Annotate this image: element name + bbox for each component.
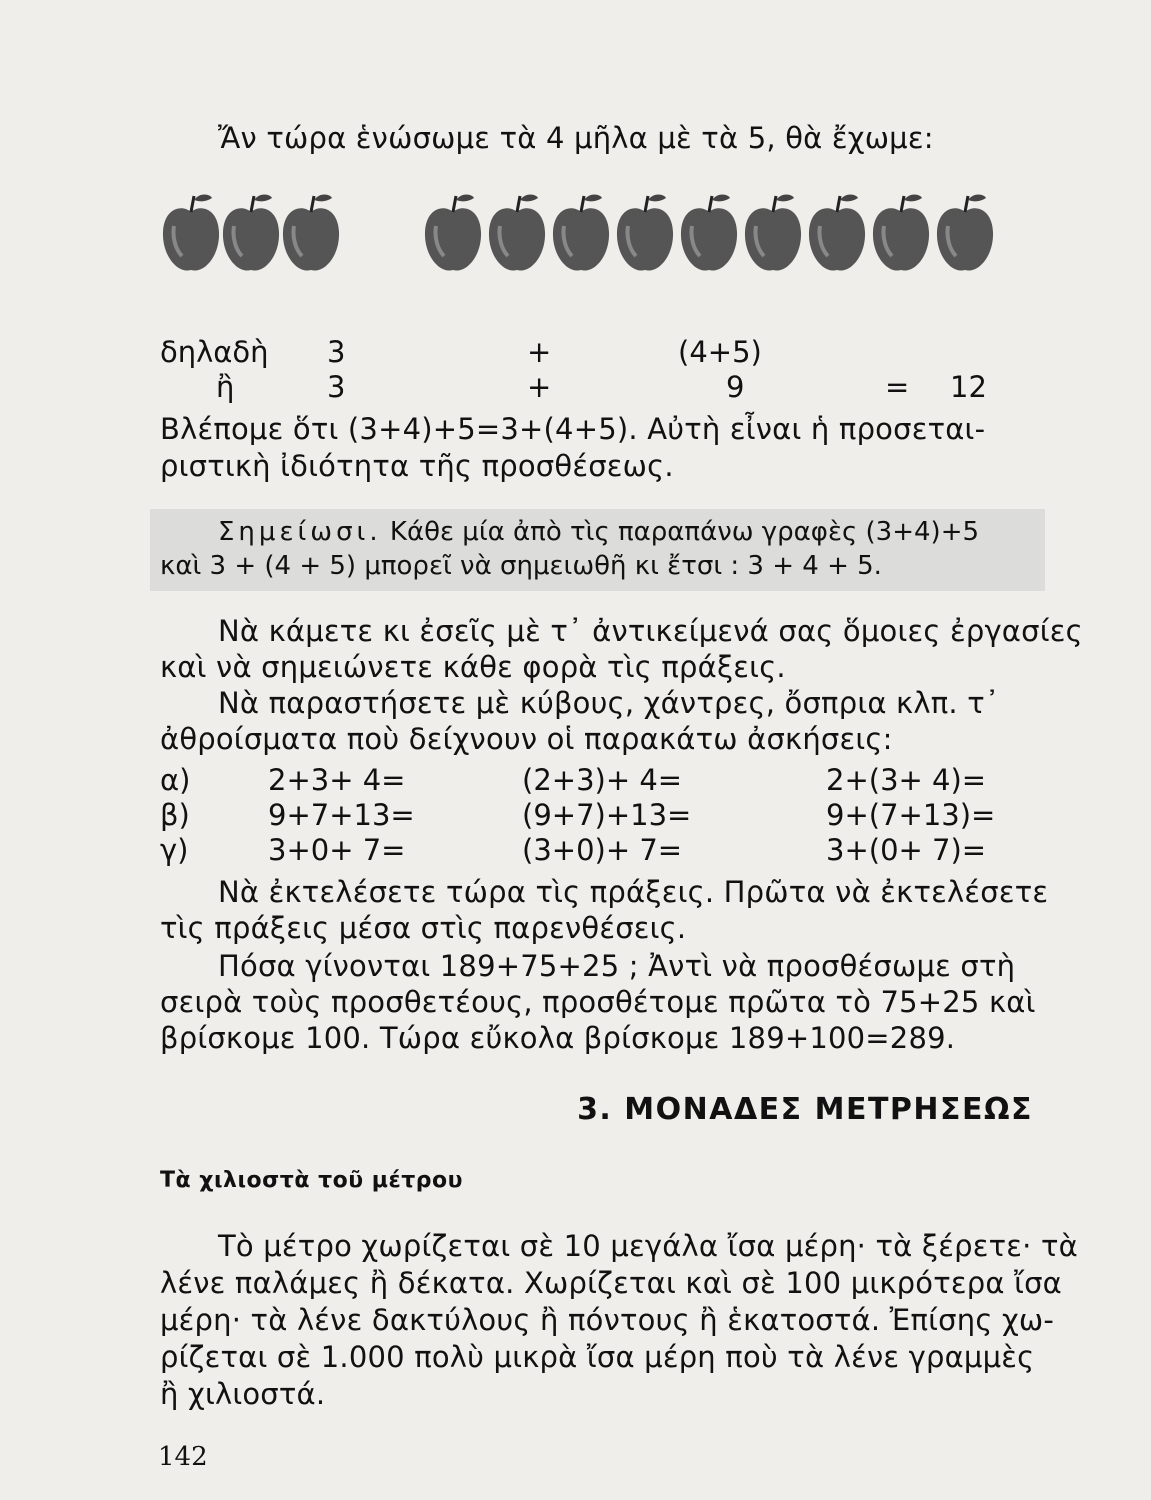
apple-icon xyxy=(678,190,740,276)
apple-icon xyxy=(486,190,548,276)
para4-line-2: σειρὰ τοὺς προσθετέους, προσθέτομε πρῶτα τὸ 75+25 καὶ xyxy=(160,985,1036,1019)
para2-line-2: ἀθροίσματα ποὺ δείχνουν οἱ παρακάτω ἀσκήσεις: xyxy=(160,722,893,756)
apple-icon xyxy=(934,190,996,276)
eq2-op: + xyxy=(527,370,552,404)
apple-icon xyxy=(280,190,342,276)
exercise-col1: 3+0+ 7= xyxy=(268,833,406,867)
apple-illustration xyxy=(160,190,1040,280)
para3-line-2: τὶς πράξεις μέσα στὶς παρενθέσεις. xyxy=(160,911,687,945)
section-heading: 3. ΜΟΝΑΔΕΣ ΜΕΤΡΗΣΕΩΣ xyxy=(577,1092,1033,1127)
eq1-label: δηλαδὴ xyxy=(160,335,269,369)
eq2-b: 9 xyxy=(726,370,745,404)
note-word: Σημείωσι. xyxy=(218,517,382,547)
para3-line-1: Νὰ ἐκτελέσετε τώρα τὶς πράξεις. Πρῶτα νὰ ἐκτελέσετε xyxy=(218,875,1049,909)
para5-line-4: ρίζεται σὲ 1.000 πολὺ μικρὰ ἴσα μέρη ποὺ τὰ λένε γραμμὲς xyxy=(160,1340,1035,1374)
apple-icon xyxy=(220,190,282,276)
eq2-label: ἢ xyxy=(216,370,235,404)
apple-icon xyxy=(160,190,222,276)
apple-icon xyxy=(806,190,868,276)
para1-line-1: Νὰ κάμετε κι ἐσεῖς μὲ τ᾽ ἀντικείμενά σας ὅμοιες ἐργασίες xyxy=(218,614,1083,648)
eq1-op: + xyxy=(527,335,552,369)
assoc-line-2: ριστικὴ ἰδιότητα τῆς προσθέσεως. xyxy=(160,449,674,483)
assoc-line-1: Βλέπομε ὅτι (3+4)+5=3+(4+5). Αὐτὴ εἶναι ἡ προσεται- xyxy=(160,412,986,446)
apple-icon xyxy=(550,190,612,276)
para4-line-1: Πόσα γίνονται 189+75+25 ; Ἀντὶ νὰ προσθέσωμε στὴ xyxy=(218,949,1016,983)
para5-line-3: μέρη· τὰ λένε δακτύλους ἢ πόντους ἢ ἑκατοστά. Ἐπίσης χω- xyxy=(160,1303,1055,1337)
note-line-2: καὶ 3 + (4 + 5) μπορεῖ νὰ σημειωθῆ κι ἔτσι : 3 + 4 + 5. xyxy=(160,551,882,581)
eq2-a: 3 xyxy=(327,370,346,404)
apple-icon xyxy=(614,190,676,276)
para5-line-2: λένε παλάμες ἢ δέκατα. Χωρίζεται καὶ σὲ 100 μικρότερα ἴσα xyxy=(160,1266,1062,1300)
exercise-col2: (2+3)+ 4= xyxy=(522,763,683,797)
eq1-a: 3 xyxy=(327,335,346,369)
exercise-col3: 9+(7+13)= xyxy=(826,798,996,832)
eq1-b: (4+5) xyxy=(678,335,762,369)
para2-line-1: Νὰ παραστήσετε μὲ κύβους, χάντρες, ὄσπρια κλπ. τ᾽ xyxy=(218,686,1000,720)
exercise-label: γ) xyxy=(160,833,189,867)
page-number: 142 xyxy=(158,1442,208,1472)
exercise-label: α) xyxy=(160,763,191,797)
eq2-eq: = xyxy=(885,370,910,404)
exercise-col3: 3+(0+ 7)= xyxy=(826,833,987,867)
note-line-1 xyxy=(218,516,979,548)
exercise-label: β) xyxy=(160,798,190,832)
apple-icon xyxy=(742,190,804,276)
apple-icon xyxy=(422,190,484,276)
exercise-col2: (9+7)+13= xyxy=(522,798,692,832)
apple-icon xyxy=(870,190,932,276)
exercise-col3: 2+(3+ 4)= xyxy=(826,763,987,797)
para4-line-3: βρίσκομε 100. Τώρα εὔκολα βρίσκομε 189+100=289. xyxy=(160,1021,956,1055)
intro-line: Ἄν τώρα ἑνώσωμε τὰ 4 μῆλα μὲ τὰ 5, θὰ ἔχωμε: xyxy=(218,121,934,155)
para1-line-2: καὶ νὰ σημειώνετε κάθε φορὰ τὶς πράξεις. xyxy=(160,650,786,684)
exercise-col1: 2+3+ 4= xyxy=(268,763,406,797)
para5-line-1: Τὸ μέτρο χωρίζεται σὲ 10 μεγάλα ἴσα μέρη· τὰ ξέρετε· τὰ xyxy=(218,1229,1078,1263)
subheading: Τὰ χιλιοστὰ τοῦ μέτρου xyxy=(160,1168,463,1193)
exercise-col2: (3+0)+ 7= xyxy=(522,833,683,867)
note-line-1-rest: Κάθε μία ἀπὸ τὶς παραπάνω γραφὲς (3+4)+5 xyxy=(389,517,980,547)
exercise-col1: 9+7+13= xyxy=(268,798,415,832)
eq2-result: 12 xyxy=(950,370,987,404)
para5-line-5: ἢ χιλιοστά. xyxy=(160,1377,326,1411)
